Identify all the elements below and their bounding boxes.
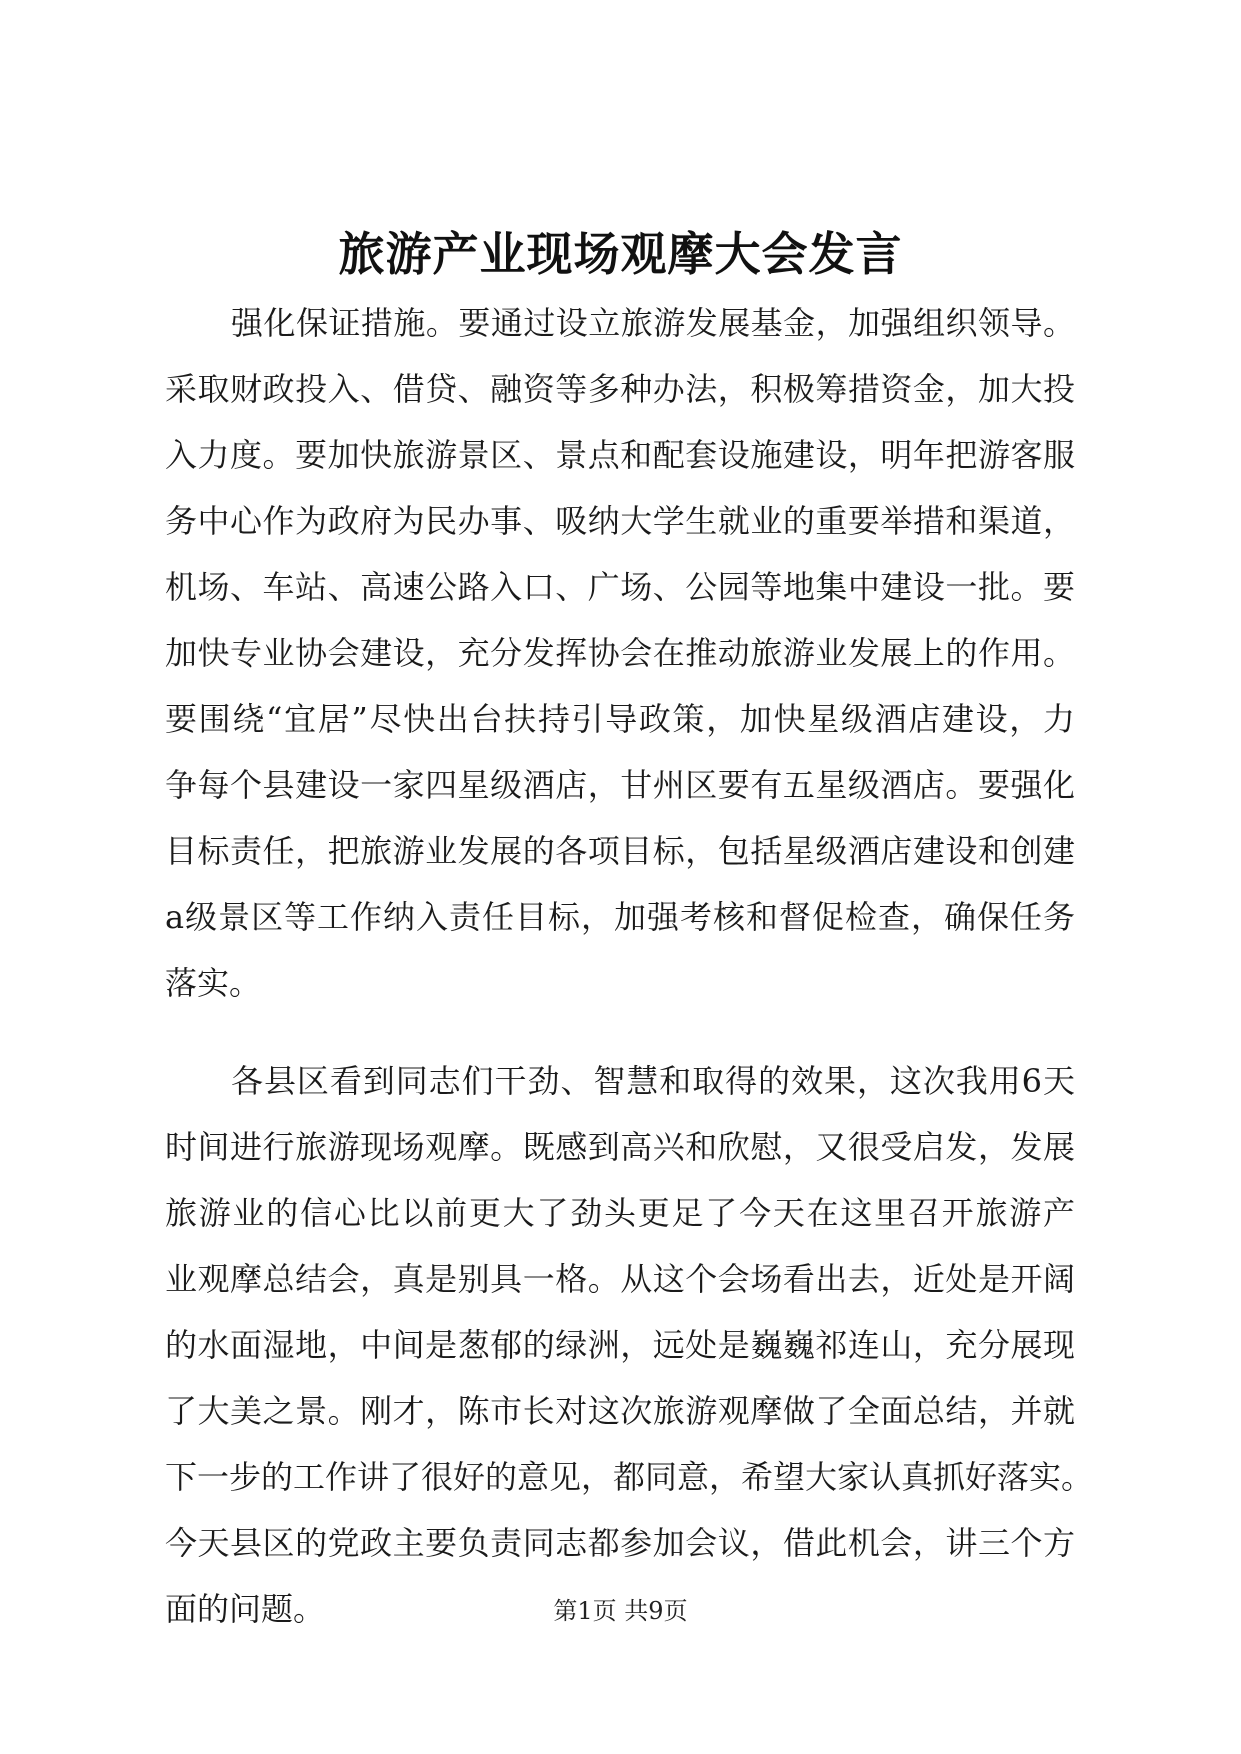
text-line: 了大美之景。刚才，陈市长对这次旅游观摩做了全面总结，并就: [165, 1392, 1075, 1430]
text-line: a级景区等工作纳入责任目标，加强考核和督促检查，确保任务: [165, 898, 1075, 936]
text-line: 旅游业的信心比以前更大了劲头更足了今天在这里召开旅游产: [165, 1194, 1075, 1232]
paragraph-spacer: [165, 1016, 1075, 1048]
text-line: 的水面湿地，中间是葱郁的绿洲，远处是巍巍祁连山，充分展现: [165, 1326, 1075, 1364]
text-line: 落实。: [165, 964, 262, 1002]
text-line: 加快专业协会建设，充分发挥协会在推动旅游业发展上的作用。: [165, 634, 1075, 672]
paragraph-1: [165, 290, 1075, 1016]
document-title: 旅游产业现场观摩大会发言: [338, 227, 903, 281]
text-line: 面的问题。: [165, 1590, 326, 1628]
page-footer: 第1页 共9页: [553, 1597, 688, 1625]
text-line: 目标责任，把旅游业发展的各项目标，包括星级酒店建设和创建: [165, 832, 1075, 870]
document-body: [165, 290, 1094, 1642]
text-line: 机场、车站、高速公路入口、广场、公园等地集中建设一批。要: [165, 568, 1075, 606]
text-line: 今天县区的党政主要负责同志都参加会议，借此机会，讲三个方: [165, 1524, 1075, 1562]
text-line: 入力度。要加快旅游景区、景点和配套设施建设，明年把游客服: [165, 436, 1075, 474]
text-line: 业观摩总结会，真是别具一格。从这个会场看出去，近处是开阔: [165, 1260, 1075, 1298]
text-line: 要围绕“宜居”尽快出台扶持引导政策，加快星级酒店建设，力: [165, 700, 1075, 738]
paragraph-2: [165, 1048, 1094, 1642]
text-line: 务中心作为政府为民办事、吸纳大学生就业的重要举措和渠道，: [165, 502, 1075, 540]
text-line: 争每个县建设一家四星级酒店，甘州区要有五星级酒店。要强化: [165, 766, 1075, 804]
text-line: 下一步的工作讲了很好的意见，都同意，希望大家认真抓好落实。: [165, 1458, 1094, 1496]
text-line: 采取财政投入、借贷、融资等多种办法，积极筹措资金，加大投: [165, 370, 1075, 408]
text-line: 时间进行旅游现场观摩。既感到高兴和欣慰，又很受启发，发展: [165, 1128, 1075, 1166]
text-line: 各县区看到同志们干劲、智慧和取得的效果，这次我用6天: [231, 1062, 1075, 1100]
text-line: 强化保证措施。要通过设立旅游发展基金，加强组织领导。: [231, 304, 1075, 342]
